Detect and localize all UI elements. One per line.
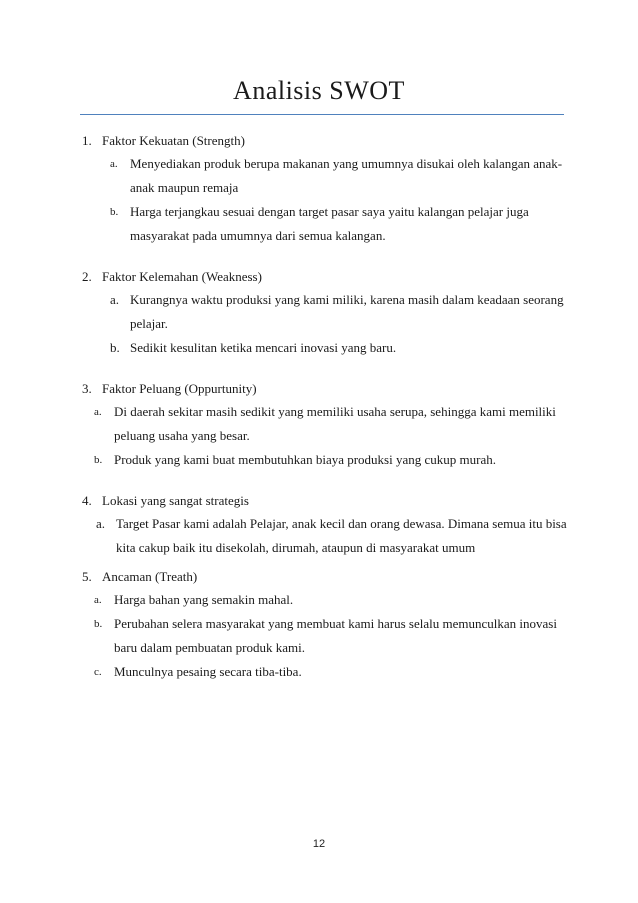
list-item-text: Munculnya pesaing secara tiba-tiba.	[114, 664, 302, 679]
list-item	[110, 200, 572, 248]
list-marker: a.	[96, 516, 106, 531]
section-number: 5.	[82, 569, 92, 584]
document-body	[82, 130, 572, 702]
page-number: 12	[312, 838, 326, 850]
section-title: Ancaman (Treath)	[102, 569, 198, 584]
section-opportunity	[82, 378, 572, 472]
list-item	[94, 400, 572, 448]
list-item-text: Target Pasar kami adalah Pelajar, anak kecil dan orang dewasa. Dimana semua itu bisa kita cakup baik itu disekolah, dirumah, ataupun di masyarakat umum	[116, 516, 567, 555]
list-item	[110, 288, 572, 336]
section-title: Lokasi yang sangat strategis	[102, 493, 249, 508]
list-marker: b.	[94, 618, 103, 630]
list-item	[110, 336, 572, 360]
list-item-text: Produk yang kami buat membutuhkan biaya produksi yang cukup murah.	[114, 452, 496, 467]
section-heading	[82, 266, 572, 288]
section-title: Faktor Kelemahan (Weakness)	[102, 269, 262, 284]
list-item	[110, 152, 572, 200]
section-location	[82, 490, 572, 560]
section-weakness	[82, 266, 572, 360]
list-marker: a.	[94, 406, 102, 418]
section-title: Faktor Kekuatan (Strength)	[102, 133, 245, 148]
list-item	[94, 588, 572, 612]
list-marker: a.	[110, 158, 118, 170]
list-marker: b.	[94, 454, 103, 466]
section-threat	[82, 566, 572, 684]
list-marker: b.	[110, 206, 119, 218]
section-number: 2.	[82, 269, 92, 284]
list-item-text: Harga bahan yang semakin mahal.	[114, 592, 294, 607]
section-number: 1.	[82, 133, 92, 148]
list-item	[94, 612, 572, 660]
section-heading	[82, 490, 572, 512]
list-item-text: Perubahan selera masyarakat yang membuat kami harus selalu memunculkan inovasi baru dalam pembuatan produk kami.	[114, 616, 557, 655]
list-marker: c.	[94, 666, 102, 678]
section-number: 3.	[82, 381, 92, 396]
list-marker: a.	[94, 594, 102, 606]
page-title: Analisis SWOT	[233, 76, 405, 105]
list-item	[96, 512, 572, 560]
list-item-text: Harga terjangkau sesuai dengan target pasar saya yaitu kalangan pelajar juga masyarakat pada umumnya dari semua kalangan.	[130, 204, 529, 243]
section-heading	[82, 378, 572, 400]
section-title: Faktor Peluang (Oppurtunity)	[102, 381, 257, 396]
section-number: 4.	[82, 493, 92, 508]
list-item-text: Di daerah sekitar masih sedikit yang memiliki usaha serupa, sehingga kami memiliki peluang usaha yang besar.	[114, 404, 556, 443]
list-item-text: Menyediakan produk berupa makanan yang umumnya disukai oleh kalangan anak-anak maupun remaja	[130, 156, 563, 195]
title-divider	[80, 114, 564, 115]
section-strength	[82, 130, 572, 248]
list-marker: b.	[110, 340, 120, 355]
section-heading	[82, 566, 572, 588]
list-marker: a.	[110, 292, 120, 307]
section-heading	[82, 130, 572, 152]
list-item-text: Sedikit kesulitan ketika mencari inovasi yang baru.	[130, 340, 397, 355]
list-item	[94, 660, 572, 684]
list-item	[94, 448, 572, 472]
list-item-text: Kurangnya waktu produksi yang kami miliki, karena masih dalam keadaan seorang pelajar.	[130, 292, 564, 331]
